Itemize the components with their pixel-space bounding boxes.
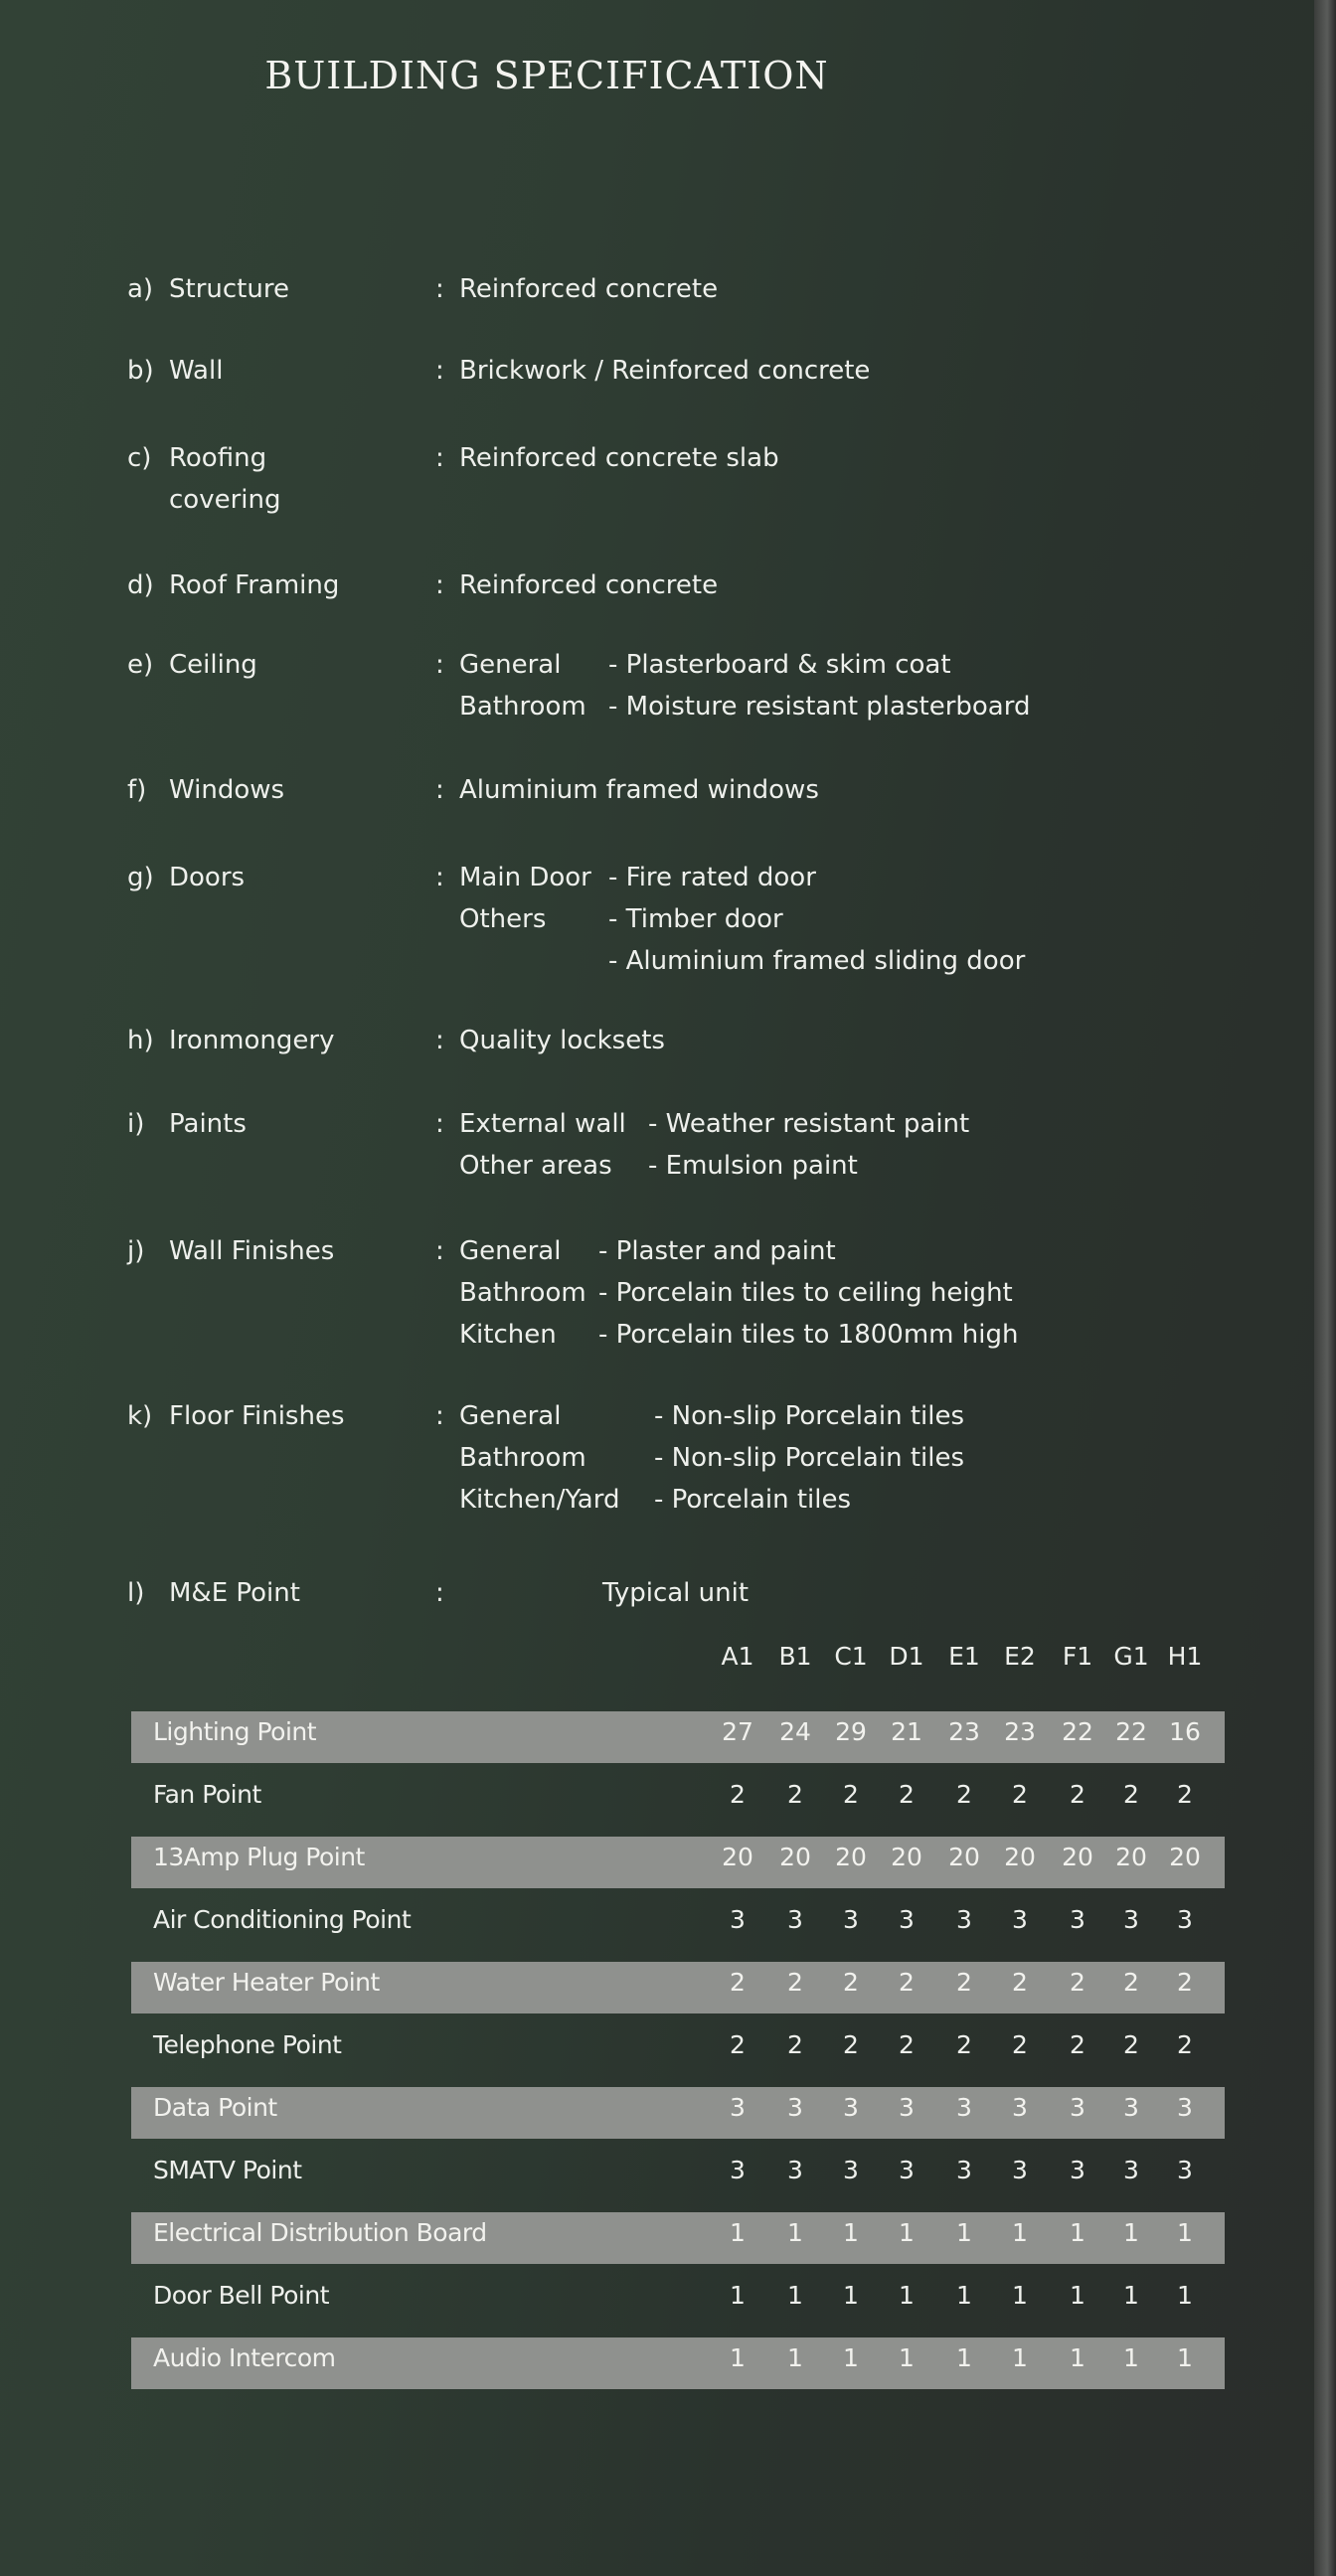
row-value: 3 bbox=[730, 2156, 746, 2184]
spec-value bbox=[459, 268, 718, 310]
row-value: 1 bbox=[1012, 2218, 1028, 2247]
spec-colon: : bbox=[435, 650, 444, 680]
spec-label bbox=[127, 437, 280, 521]
spec-sub-label: Bathroom bbox=[459, 1443, 586, 1473]
spec-key: d) bbox=[127, 570, 154, 600]
spec-sub-value: - Moisture resistant plasterboard bbox=[608, 692, 1031, 722]
row-value: 1 bbox=[730, 2218, 746, 2247]
row-value: 3 bbox=[1012, 1905, 1028, 1934]
spec-value bbox=[459, 350, 870, 392]
row-value: 3 bbox=[843, 1905, 859, 1934]
spec-sub-value: - Weather resistant paint bbox=[648, 1109, 970, 1139]
spec-colon: : bbox=[435, 1109, 444, 1139]
spec-value-line bbox=[459, 1314, 1018, 1356]
unit-header: F1 bbox=[1062, 1642, 1093, 1671]
spec-key: i) bbox=[127, 1109, 145, 1139]
spec-value bbox=[459, 437, 779, 479]
spec-label-text: Structure bbox=[169, 274, 289, 304]
spec-value-line bbox=[459, 940, 1025, 982]
row-value: 2 bbox=[899, 2030, 915, 2059]
row-value: 3 bbox=[899, 2093, 915, 2122]
spec-label-text: Ceiling bbox=[169, 650, 257, 680]
row-value: 21 bbox=[891, 1717, 922, 1746]
page-title: BUILDING SPECIFICATION bbox=[264, 54, 829, 97]
row-name: Lighting Point bbox=[153, 1717, 317, 1746]
spec-sub-value: - Porcelain tiles to ceiling height bbox=[598, 1278, 1013, 1308]
row-value: 1 bbox=[730, 2281, 746, 2310]
spec-colon: : bbox=[435, 1026, 444, 1055]
row-value: 16 bbox=[1169, 1717, 1201, 1746]
me-point-table bbox=[131, 1705, 1225, 2394]
spec-value-line bbox=[459, 857, 1025, 898]
row-value: 1 bbox=[1177, 2218, 1193, 2247]
spec-label-text: Roof Framing bbox=[169, 570, 340, 600]
row-value: 27 bbox=[722, 1717, 753, 1746]
row-value: 2 bbox=[899, 1968, 915, 1997]
spec-colon: : bbox=[435, 570, 444, 600]
unit-header: E2 bbox=[1004, 1642, 1036, 1671]
row-value: 2 bbox=[730, 1968, 746, 1997]
row-value: 1 bbox=[956, 2343, 972, 2372]
spec-sub-label: General bbox=[459, 650, 562, 680]
spec-sub-label: Kitchen/Yard bbox=[459, 1485, 620, 1515]
row-value: 2 bbox=[956, 1780, 972, 1809]
spec-value-line bbox=[459, 1103, 969, 1145]
row-value: 2 bbox=[956, 1968, 972, 1997]
spec-colon: : bbox=[435, 775, 444, 805]
row-value: 1 bbox=[1123, 2343, 1139, 2372]
spec-value-line bbox=[459, 1230, 1018, 1272]
row-value: 1 bbox=[1123, 2281, 1139, 2310]
row-value: 3 bbox=[956, 2156, 972, 2184]
row-value: 2 bbox=[787, 2030, 803, 2059]
row-value: 2 bbox=[1177, 1968, 1193, 1997]
spec-value-line bbox=[459, 564, 718, 606]
spec-value-text: Reinforced concrete bbox=[459, 274, 719, 304]
spec-value-line bbox=[459, 1272, 1018, 1314]
spec-sub-value: - Fire rated door bbox=[608, 863, 816, 892]
table-row bbox=[131, 2269, 1225, 2332]
row-value: 3 bbox=[899, 2156, 915, 2184]
spec-sub-value: - Porcelain tiles to 1800mm high bbox=[598, 1320, 1019, 1350]
spec-value-text: Brickwork / Reinforced concrete bbox=[459, 356, 871, 386]
row-value: 1 bbox=[787, 2343, 803, 2372]
row-value: 1 bbox=[1012, 2343, 1028, 2372]
unit-header: D1 bbox=[889, 1642, 924, 1671]
row-name: SMATV Point bbox=[153, 2156, 302, 2184]
row-name: Door Bell Point bbox=[153, 2281, 330, 2310]
spec-value bbox=[459, 1230, 1018, 1356]
spec-sub-label: Bathroom bbox=[459, 692, 586, 722]
row-value: 2 bbox=[1070, 2030, 1086, 2059]
row-value: 3 bbox=[787, 1905, 803, 1934]
row-value: 3 bbox=[1070, 2156, 1086, 2184]
spec-key: k) bbox=[127, 1401, 153, 1431]
spec-value-line bbox=[459, 350, 870, 392]
spec-value-line bbox=[459, 769, 819, 811]
table-row bbox=[131, 1831, 1225, 1893]
row-name: Data Point bbox=[153, 2093, 277, 2122]
row-value: 1 bbox=[843, 2218, 859, 2247]
spec-label-text: Floor Finishes bbox=[169, 1401, 345, 1431]
row-value: 3 bbox=[1177, 1905, 1193, 1934]
spec-sub-value: - Plasterboard & skim coat bbox=[608, 650, 951, 680]
row-name: Fan Point bbox=[153, 1780, 261, 1809]
row-value: 2 bbox=[1123, 1968, 1139, 1997]
spec-value bbox=[459, 1395, 964, 1521]
row-name: Audio Intercom bbox=[153, 2343, 336, 2372]
row-name: Water Heater Point bbox=[153, 1968, 380, 1997]
row-value: 3 bbox=[1177, 2156, 1193, 2184]
spec-value-text: Quality locksets bbox=[459, 1026, 665, 1055]
spec-label bbox=[127, 857, 245, 898]
spec-value-line bbox=[459, 1145, 969, 1187]
spec-colon: : bbox=[435, 1578, 444, 1608]
spec-label-text: Roofing bbox=[169, 443, 267, 473]
spec-value-text: Aluminium framed windows bbox=[459, 775, 819, 805]
spec-label-text: Doors bbox=[169, 863, 246, 892]
spec-value-line bbox=[459, 268, 718, 310]
table-row bbox=[131, 2018, 1225, 2081]
spec-value-line bbox=[459, 1479, 964, 1521]
spec-value-line bbox=[459, 686, 1030, 727]
table-row bbox=[131, 2144, 1225, 2206]
table-row bbox=[131, 2332, 1225, 2394]
row-value: 2 bbox=[843, 2030, 859, 2059]
row-value: 20 bbox=[779, 1843, 811, 1871]
spec-sub-label: Bathroom bbox=[459, 1278, 586, 1308]
row-value: 2 bbox=[730, 1780, 746, 1809]
row-value: 2 bbox=[1123, 1780, 1139, 1809]
spec-colon: : bbox=[435, 274, 444, 304]
row-value: 3 bbox=[1012, 2156, 1028, 2184]
table-row bbox=[131, 1893, 1225, 1956]
row-value: 3 bbox=[730, 1905, 746, 1934]
row-name: 13Amp Plug Point bbox=[153, 1843, 365, 1871]
row-value: 2 bbox=[843, 1968, 859, 1997]
table-row bbox=[131, 1705, 1225, 1768]
row-value: 2 bbox=[787, 1968, 803, 1997]
row-value: 1 bbox=[1070, 2343, 1086, 2372]
row-value: 1 bbox=[1123, 2218, 1139, 2247]
row-value: 3 bbox=[787, 2156, 803, 2184]
row-value: 20 bbox=[1169, 1843, 1201, 1871]
spec-key: l) bbox=[127, 1578, 145, 1608]
spec-value-text: Reinforced concrete bbox=[459, 570, 719, 600]
unit-header: G1 bbox=[1113, 1642, 1149, 1671]
row-value: 2 bbox=[1177, 1780, 1193, 1809]
row-value: 1 bbox=[730, 2343, 746, 2372]
row-value: 1 bbox=[843, 2281, 859, 2310]
row-value: 3 bbox=[1177, 2093, 1193, 2122]
row-value: 1 bbox=[899, 2218, 915, 2247]
row-value: 2 bbox=[899, 1780, 915, 1809]
row-value: 1 bbox=[899, 2343, 915, 2372]
spec-value-line bbox=[459, 1437, 964, 1479]
page-edge bbox=[1314, 0, 1336, 2576]
row-value: 2 bbox=[787, 1780, 803, 1809]
row-value: 1 bbox=[956, 2218, 972, 2247]
spec-value-line bbox=[459, 437, 779, 479]
row-value: 3 bbox=[1070, 2093, 1086, 2122]
row-value: 3 bbox=[1123, 1905, 1139, 1934]
row-value: 3 bbox=[1012, 2093, 1028, 2122]
unit-header: C1 bbox=[834, 1642, 868, 1671]
row-value: 1 bbox=[1177, 2281, 1193, 2310]
row-value: 2 bbox=[1012, 1968, 1028, 1997]
spec-label-text: Wall bbox=[169, 356, 224, 386]
row-value: 2 bbox=[1012, 2030, 1028, 2059]
row-name: Electrical Distribution Board bbox=[153, 2218, 487, 2247]
spec-label bbox=[127, 564, 339, 606]
row-value: 3 bbox=[1070, 1905, 1086, 1934]
spec-sub-label: General bbox=[459, 1401, 562, 1431]
row-value: 1 bbox=[1177, 2343, 1193, 2372]
spec-key: f) bbox=[127, 775, 147, 805]
unit-header: B1 bbox=[778, 1642, 812, 1671]
row-value: 3 bbox=[730, 2093, 746, 2122]
unit-header: E1 bbox=[948, 1642, 980, 1671]
spec-label-continuation: covering bbox=[169, 485, 281, 515]
spec-label-text: Windows bbox=[169, 775, 285, 805]
row-value: 1 bbox=[787, 2218, 803, 2247]
spec-key: j) bbox=[127, 1236, 145, 1266]
row-value: 1 bbox=[956, 2281, 972, 2310]
row-value: 2 bbox=[730, 2030, 746, 2059]
row-value: 20 bbox=[1115, 1843, 1147, 1871]
spec-key: b) bbox=[127, 356, 154, 386]
spec-label-text: M&E Point bbox=[169, 1578, 300, 1608]
row-value: 1 bbox=[843, 2343, 859, 2372]
spec-sub-value: - Plaster and paint bbox=[598, 1236, 836, 1266]
spec-colon: : bbox=[435, 1236, 444, 1266]
spec-sub-value: - Aluminium framed sliding door bbox=[608, 946, 1026, 976]
table-row bbox=[131, 1768, 1225, 1831]
spec-key: g) bbox=[127, 863, 154, 892]
spec-colon: : bbox=[435, 443, 444, 473]
spec-label bbox=[127, 644, 257, 686]
unit-header: H1 bbox=[1167, 1642, 1203, 1671]
spec-label-text: Ironmongery bbox=[169, 1026, 335, 1055]
row-value: 3 bbox=[843, 2156, 859, 2184]
spec-value bbox=[459, 769, 819, 811]
row-value: 2 bbox=[843, 1780, 859, 1809]
spec-colon: : bbox=[435, 1401, 444, 1431]
spec-sub-value: - Emulsion paint bbox=[648, 1151, 858, 1181]
table-row bbox=[131, 2206, 1225, 2269]
row-value: 20 bbox=[948, 1843, 980, 1871]
row-value: 2 bbox=[1177, 2030, 1193, 2059]
table-row bbox=[131, 1956, 1225, 2018]
row-value: 1 bbox=[1012, 2281, 1028, 2310]
spec-label bbox=[127, 1020, 334, 1061]
row-value: 23 bbox=[948, 1717, 980, 1746]
spec-key: e) bbox=[127, 650, 154, 680]
row-value: 20 bbox=[891, 1843, 922, 1871]
spec-label bbox=[127, 1395, 345, 1437]
row-value: 3 bbox=[956, 2093, 972, 2122]
spec-value bbox=[459, 1103, 969, 1187]
spec-sub-label: General bbox=[459, 1236, 562, 1266]
spec-value-line bbox=[459, 1020, 665, 1061]
spec-sub-label: Others bbox=[459, 904, 547, 934]
table-row bbox=[131, 2081, 1225, 2144]
spec-sub-label: Kitchen bbox=[459, 1320, 557, 1350]
spec-value bbox=[459, 857, 1025, 982]
spec-value bbox=[459, 564, 718, 606]
row-value: 1 bbox=[787, 2281, 803, 2310]
spec-value bbox=[459, 644, 1030, 727]
typical-unit-label: Typical unit bbox=[602, 1578, 750, 1608]
spec-label bbox=[127, 1572, 300, 1614]
spec-key: a) bbox=[127, 274, 154, 304]
spec-value-line bbox=[459, 1395, 964, 1437]
row-name: Air Conditioning Point bbox=[153, 1905, 412, 1934]
spec-label bbox=[127, 769, 284, 811]
row-value: 3 bbox=[787, 2093, 803, 2122]
row-value: 3 bbox=[1123, 2093, 1139, 2122]
spec-label bbox=[127, 350, 223, 392]
spec-sub-label: Other areas bbox=[459, 1151, 612, 1181]
spec-colon: : bbox=[435, 356, 444, 386]
spec-sub-value: - Non-slip Porcelain tiles bbox=[654, 1401, 964, 1431]
row-value: 3 bbox=[899, 1905, 915, 1934]
row-value: 22 bbox=[1062, 1717, 1093, 1746]
row-value: 24 bbox=[779, 1717, 811, 1746]
row-value: 1 bbox=[1070, 2281, 1086, 2310]
row-value: 20 bbox=[1062, 1843, 1093, 1871]
row-value: 23 bbox=[1004, 1717, 1036, 1746]
row-value: 3 bbox=[956, 1905, 972, 1934]
row-value: 2 bbox=[1123, 2030, 1139, 2059]
spec-label bbox=[127, 1103, 247, 1145]
spec-colon: : bbox=[435, 863, 444, 892]
row-value: 22 bbox=[1115, 1717, 1147, 1746]
spec-value-line bbox=[459, 898, 1025, 940]
spec-label bbox=[127, 268, 289, 310]
row-value: 20 bbox=[835, 1843, 867, 1871]
row-value: 29 bbox=[835, 1717, 867, 1746]
row-value: 1 bbox=[1070, 2218, 1086, 2247]
row-value: 3 bbox=[843, 2093, 859, 2122]
row-value: 1 bbox=[899, 2281, 915, 2310]
row-value: 2 bbox=[956, 2030, 972, 2059]
row-value: 20 bbox=[722, 1843, 753, 1871]
spec-label bbox=[127, 1230, 334, 1272]
spec-sub-value: - Timber door bbox=[608, 904, 783, 934]
row-name: Telephone Point bbox=[153, 2030, 342, 2059]
spec-value-line bbox=[459, 644, 1030, 686]
spec-label-text: Wall Finishes bbox=[169, 1236, 335, 1266]
spec-sub-value: - Porcelain tiles bbox=[654, 1485, 852, 1515]
row-value: 2 bbox=[1070, 1968, 1086, 1997]
unit-header: A1 bbox=[721, 1642, 754, 1671]
spec-sub-label: Main Door bbox=[459, 863, 591, 892]
spec-sub-value: - Non-slip Porcelain tiles bbox=[654, 1443, 964, 1473]
unit-header-row bbox=[0, 1642, 1336, 1682]
spec-value bbox=[459, 1020, 665, 1061]
spec-value-text: Reinforced concrete slab bbox=[459, 443, 779, 473]
row-value: 20 bbox=[1004, 1843, 1036, 1871]
row-value: 2 bbox=[1070, 1780, 1086, 1809]
row-value: 3 bbox=[1123, 2156, 1139, 2184]
spec-key: h) bbox=[127, 1026, 154, 1055]
row-value: 2 bbox=[1012, 1780, 1028, 1809]
spec-label-text: Paints bbox=[169, 1109, 247, 1139]
spec-sub-label: External wall bbox=[459, 1109, 626, 1139]
spec-key: c) bbox=[127, 443, 152, 473]
